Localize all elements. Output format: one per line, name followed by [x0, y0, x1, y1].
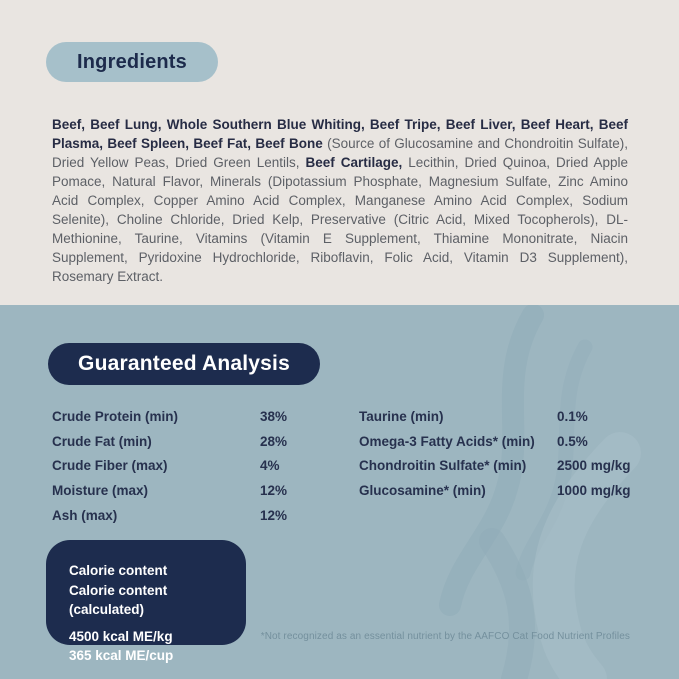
calorie-content-titles — [69, 561, 236, 620]
ingredient-segment: (Source of Glucosamine and Chondroitin Sulfate), Dried Yellow Peas, Dried Green Lentils, — [52, 135, 628, 170]
analysis-row-value: 38% — [260, 408, 288, 424]
analysis-row — [52, 429, 352, 454]
ingredients-section — [0, 0, 679, 305]
analysis-row-value: 12% — [260, 483, 288, 499]
ingredients-paragraph — [52, 115, 628, 286]
analysis-row-value: 4% — [260, 458, 280, 474]
analysis-row — [359, 454, 659, 479]
analysis-row-value: 0.5% — [557, 433, 588, 449]
calorie-title-line: Calorie content (calculated) — [69, 582, 168, 617]
ingredients-heading: Ingredients — [77, 50, 187, 73]
analysis-row-label: Crude Fat (min) — [52, 433, 152, 449]
calorie-value-line: 365 kcal ME/cup — [69, 648, 174, 663]
analysis-row — [52, 503, 352, 528]
analysis-row-value: 2500 mg/kg — [557, 458, 631, 474]
analysis-row — [52, 454, 352, 479]
analysis-row-label: Taurine (min) — [359, 408, 444, 424]
calorie-title-line: Calorie content — [69, 563, 168, 578]
analysis-row-label: Crude Fiber (max) — [52, 458, 168, 474]
ingredient-bold-segment: Beef Cartilage, — [305, 154, 403, 170]
analysis-row-value: 12% — [260, 508, 288, 524]
ingredient-bold-segment: Beef, Beef Lung, Whole Southern Blue Whiting, Beef Tripe, Beef Liver, Beef Heart, Beef Plasma, Beef Spleen, Beef Fat, Beef Bone — [52, 116, 628, 151]
analysis-row — [359, 404, 659, 429]
guaranteed-analysis-heading-pill — [48, 343, 320, 385]
calorie-content-box — [46, 540, 246, 663]
analysis-row-value: 1000 mg/kg — [557, 483, 631, 499]
analysis-row-label: Crude Protein (min) — [52, 408, 179, 424]
analysis-table-right-column — [359, 404, 659, 503]
analysis-row — [359, 429, 659, 454]
analysis-row-label: Ash (max) — [52, 508, 118, 524]
analysis-row — [52, 478, 352, 503]
analysis-row-label: Moisture (max) — [52, 483, 149, 499]
analysis-row — [52, 404, 352, 429]
analysis-row-label: Chondroitin Sulfate* (min) — [359, 458, 527, 474]
aafco-footnote: *Not recognized as an essential nutrient by the AAFCO Cat Food Nutrient Profiles — [260, 631, 630, 642]
analysis-table-left-column — [52, 404, 352, 528]
calorie-value-line: 4500 kcal ME/kg — [69, 628, 173, 644]
analysis-row-label: Omega-3 Fatty Acids* (min) — [359, 433, 535, 449]
ingredient-segment: Lecithin, Dried Quinoa, Dried Apple Pomace, Natural Flavor, Minerals (Dipotassium Phosphate, Magnesium Sulfate, Zinc Amino Acid Complex, Copper Amino Acid Complex, Manganese Amino Acid Complex, Sodium Selenite), Choline Chloride, Dried Kelp, Preservative (Citric Acid, Mixed Tocopherols), DL-Methionine, Taurine, Vitamins (Vitamin E Supplement, Thiamine Mononitrate, Niacin Supplement, Pyridoxine Hydrochloride, Riboflavin, Folic Acid, Vitamin D3 Supplement), Rosemary Extract. — [52, 154, 628, 284]
guaranteed-analysis-section — [0, 305, 679, 679]
analysis-row-value: 28% — [260, 433, 288, 449]
ingredients-heading-pill — [46, 42, 218, 82]
analysis-row-value: 0.1% — [557, 408, 588, 424]
analysis-row-label: Glucosamine* (min) — [359, 483, 486, 499]
guaranteed-analysis-heading: Guaranteed Analysis — [78, 352, 290, 375]
analysis-row — [359, 478, 659, 503]
